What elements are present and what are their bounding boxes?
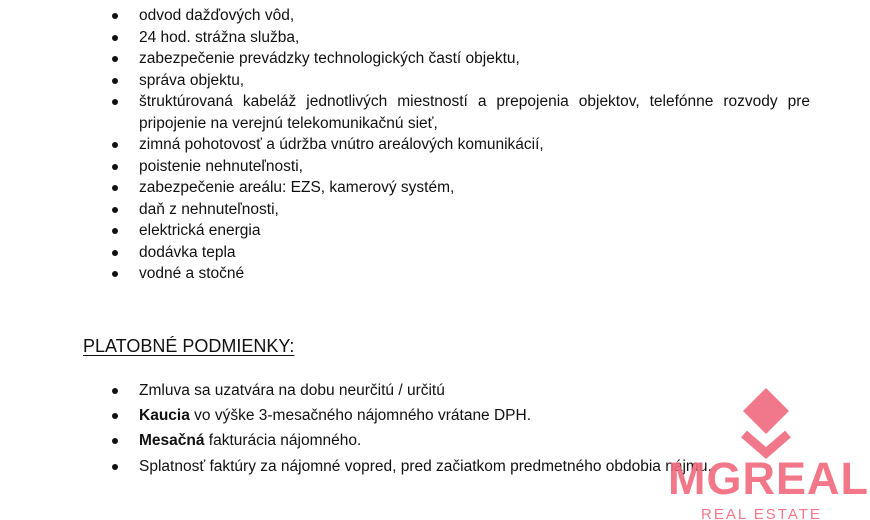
list-item — [110, 27, 810, 49]
list-item-text: 24 hod. strážna služba, — [139, 28, 300, 46]
list-item — [110, 156, 810, 178]
list-item — [110, 177, 810, 199]
bullet-icon — [112, 250, 118, 256]
logo-brand-text: MGREAL — [668, 453, 869, 504]
bullet-icon — [112, 388, 118, 394]
list-item-text: fakturácia nájomného. — [204, 432, 362, 450]
list-item — [110, 5, 810, 27]
list-item — [110, 91, 810, 134]
bullet-icon — [112, 185, 118, 191]
list-item-text: poistenie nehnuteľnosti, — [139, 157, 303, 175]
list-item-bold: Kaucia — [139, 407, 190, 425]
list-item — [110, 199, 810, 221]
list-item — [110, 220, 810, 242]
list-item-text: daň z nehnuteľnosti, — [139, 200, 279, 218]
list-item — [110, 134, 810, 156]
bullet-icon — [112, 56, 118, 62]
bullet-icon — [112, 13, 118, 19]
bullet-icon — [112, 271, 118, 277]
list-item — [110, 48, 810, 70]
list-item-text: dodávka tepla — [139, 243, 236, 261]
list-item-text: odvod dažďových vôd, — [139, 7, 295, 24]
list-item-bold: Mesačná — [139, 432, 205, 450]
list-item-text: správa objektu, — [139, 71, 245, 89]
list-item-text: Splatnosť faktúry za nájomné vopred, pred začiatkom predmetného obdobia nájmu. — [139, 457, 712, 475]
included-services-list — [110, 5, 810, 285]
mgreal-logo — [668, 386, 868, 520]
bullet-icon — [112, 142, 118, 148]
list-item — [110, 70, 810, 92]
list-item-text: vodné a stočné — [139, 265, 245, 282]
bullet-icon — [112, 438, 118, 444]
list-item-text: elektrická energia — [139, 222, 261, 239]
bullet-icon — [112, 413, 118, 419]
list-item-text: zabezpečenie prevádzky technologických častí objektu, — [139, 50, 520, 67]
bullet-icon — [112, 228, 118, 234]
bullet-icon — [112, 164, 118, 170]
logo-subtitle: REAL ESTATE — [701, 506, 822, 520]
list-item-text: štruktúrovaná kabeláž jednotlivých miestností a prepojenia objektov, telefónne rozvody pre pripojenie na verejnú telekomunikačnú sieť, — [139, 93, 810, 132]
bullet-icon — [112, 207, 118, 213]
payment-terms-heading: PLATOBNÉ PODMIENKY: — [83, 336, 295, 356]
list-item — [110, 263, 810, 285]
list-item-text: zabezpečenie areálu: EZS, kamerový systém, — [139, 179, 455, 196]
list-item-text: zimná pohotovosť a údržba vnútro areálových komunikácií, — [139, 136, 544, 153]
bullet-icon — [112, 99, 118, 105]
bullet-icon — [112, 35, 118, 41]
list-item — [110, 242, 810, 264]
bullet-icon — [112, 464, 118, 470]
bullet-icon — [112, 78, 118, 84]
list-item-text: vo výške 3-mesačného nájomného vrátane DPH. — [189, 407, 532, 425]
list-item-text: Zmluva sa uzatvára na dobu neurčitú / určitú — [139, 382, 445, 399]
